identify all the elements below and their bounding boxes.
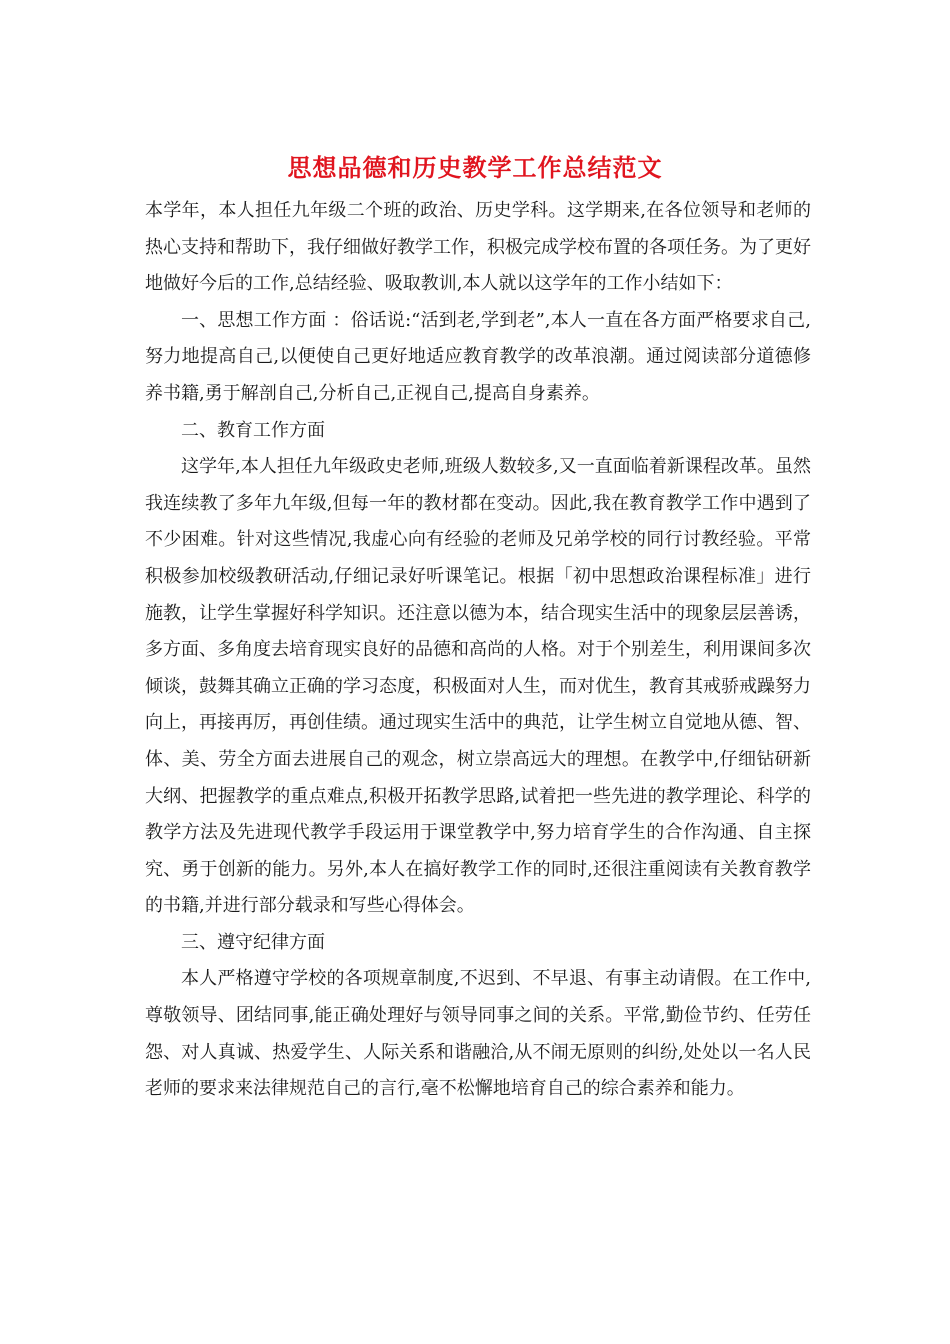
section-heading-discipline: 三、遵守纪律方面 [181,931,325,953]
paragraph-education-work: 这学年,本人担任九年级政史老师,班级人数较多,又一直面临着新课程改革。虽然我连续教了多年九年级,但每一年的教材都在变动。因此,我在教育教学工作中遇到了不少困难。针对这些情况,我虚心向有经验的老师及兄弟学校的同行讨教经验。平常积极参加校级教研活动,仔细记录好听课笔记。根据「初中思想政治课程标准」进行施教，让学生掌握好科学知识。还注意以德为本，结合现实生活中的现象层层善诱，多方面、多角度去培育现实良好的品德和高尚的人格。对于个别差生，利用课间多次倾谈，鼓舞其确立正确的学习态度，积极面对人生，而对优生，教育其戒骄戒躁努力向上，再接再厉，再创佳绩。通过现实生活中的典范，让学生树立自觉地从德、智、体、美、劳全方面去进展自己的观念，树立崇高远大的理想。在教学中,仔细钻研新大纲、把握教学的重点难点,积极开拓教学思路,试着把一些先进的教学理论、科学的教学方法及先进现代教学手段运用于课堂教学中,努力培育学生的合作沟通、自主探究、勇于创新的能力。另外,本人在搞好教学工作的同时,还很注重阅读有关教育教学的书籍,并进行部分载录和写些心得体会。 [145,456,811,917]
document-title: 思想品德和历史教学工作总结范文 [287,154,663,182]
paragraph-thought-work: 一、思想工作方面 ：俗话说:“活到老,学到老”,本人一直在各方面严格要求自己,努力地提高自己,以便使自己更好地适应教育教学的改革浪潮。通过阅读部分道德修养书籍,勇于解剖自己,分析自己,正视自己,提高自身素养。 [145,309,811,404]
paragraph-intro: 本学年，本人担任九年级二个班的政治、历史学科。这学期来,在各位领导和老师的热心支持和帮助下，我仔细做好教学工作，积极完成学校布置的各项任务。为了更好地做好今后的工作,总结经验、吸取教训,本人就以这学年的工作小结如下： [145,200,811,295]
paragraph-discipline: 本人严格遵守学校的各项规章制度,不迟到、不早退、有事主动请假。在工作中,尊敬领导、团结同事,能正确处理好与领导同事之间的关系。平常,勤俭节约、任劳任怨、对人真诚、热爱学生、人际关系和谐融洽,从不闹无原则的纠纷,处处以一名人民老师的要求来法律规范自己的言行,毫不松懈地培育自己的综合素养和能力。 [145,968,811,1100]
document-body [145,193,811,1108]
section-heading-education: 二、教育工作方面 [181,419,325,441]
